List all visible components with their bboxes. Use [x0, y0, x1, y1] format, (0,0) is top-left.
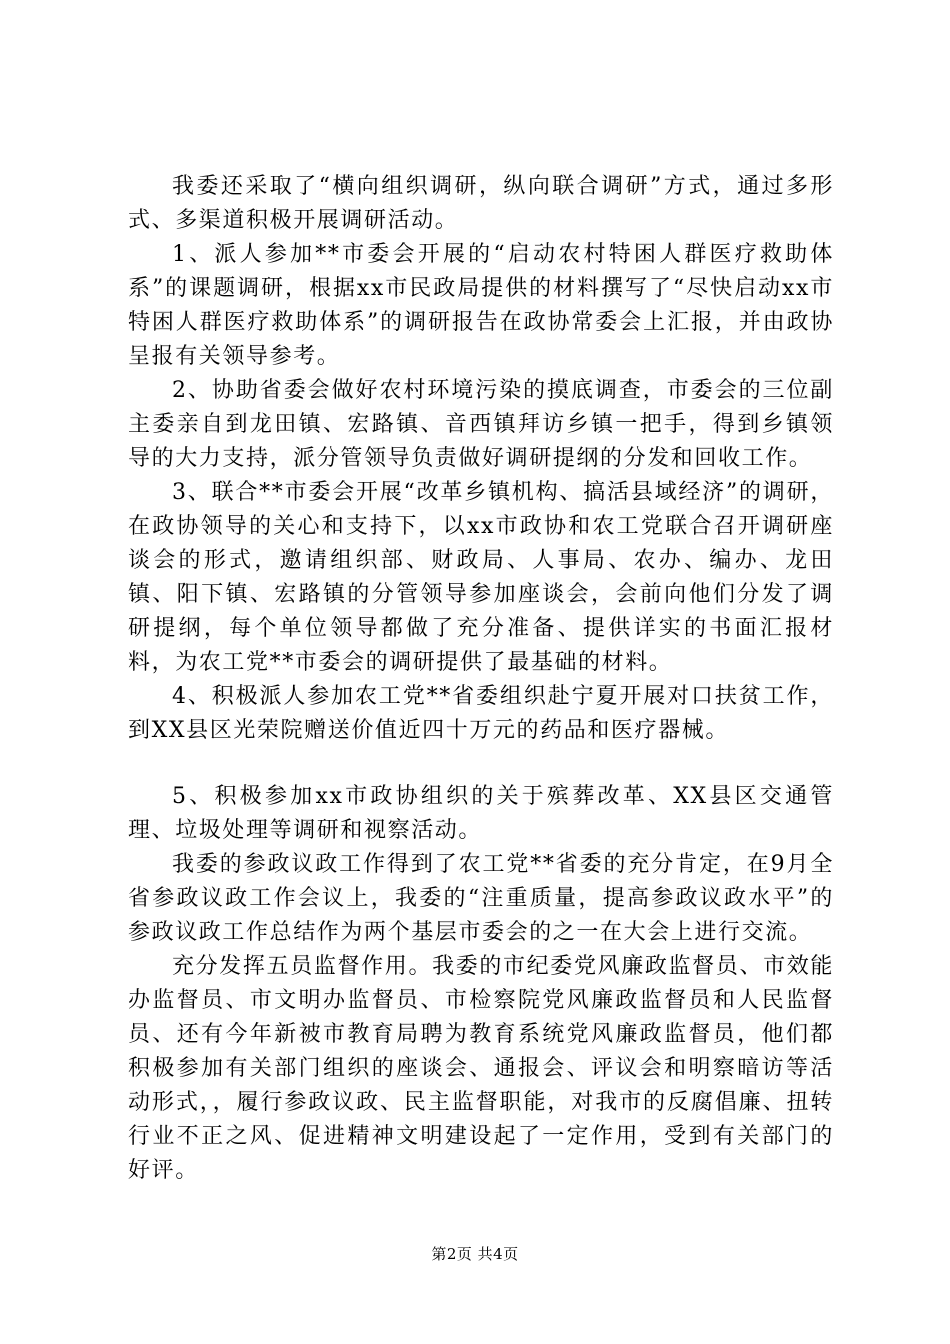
paragraph-item-3: 3、联合**市委会开展“改革乡镇机构、搞活县域经济”的调研，在政协领导的关心和支持下，以xx市政协和农工党联合召开调研座谈会的形式，邀请组织部、财政局、人事局、农办、编办、龙田镇、阳下镇、宏路镇的分管领导参加座谈会，会前向他们分发了调研提纲，每个单位领导都做了充分准备、提供详实的书面汇报材料，为农工党**市委会的调研提供了最基础的材料。 — [128, 480, 834, 675]
page-footer: 第2页 共4页 — [431, 1245, 519, 1263]
paragraph-item-4: 4、积极派人参加农工党**省委组织赴宁夏开展对口扶贫工作，到XX县区光荣院赠送价值近四十万元的药品和医疗器械。 — [128, 684, 834, 743]
paragraph-item-1: 1、派人参加**市委会开展的“启动农村特困人群医疗救助体系”的课题调研，根据xx市民政局提供的材料撰写了“尽快启动xx市特困人群医疗救助体系”的调研报告在政协常委会上汇报，并由政协呈报有关领导参考。 — [128, 242, 834, 369]
document-body — [128, 170, 834, 1188]
paragraph-intro: 我委还采取了“横向组织调研，纵向联合调研”方式，通过多形式、多渠道积极开展调研活动。 — [128, 174, 834, 233]
paragraph-item-2: 2、协助省委会做好农村环境污染的摸底调查，市委会的三位副主委亲自到龙田镇、宏路镇、音西镇拜访乡镇一把手，得到乡镇领导的大力支持，派分管领导负责做好调研提纲的分发和回收工作。 — [128, 378, 834, 471]
paragraph-supervision: 充分发挥五员监督作用。我委的市纪委党风廉政监督员、市效能办监督员、市文明办监督员、市检察院党风廉政监督员和人民监督员、还有今年新被市教育局聘为教育系统党风廉政监督员，他们都积极参加有关部门组织的座谈会、通报会、评议会和明察暗访等活动形式，，履行参政议政、民主监督职能，对我市的反腐倡廉、扭转行业不正之风、促进精神文明建设起了一定作用，受到有关部门的好评。 — [128, 954, 834, 1183]
paragraph-affirmation: 我委的参政议政工作得到了农工党**省委的充分肯定，在9月全省参政议政工作会议上，我委的“注重质量，提高参政议政水平”的参政议政工作总结作为两个基层市委会的之一在大会上进行交流。 — [128, 852, 834, 945]
paragraph-item-5: 5、积极参加xx市政协组织的关于殡葬改革、XX县区交通管理、垃圾处理等调研和视察活动。 — [128, 784, 834, 843]
